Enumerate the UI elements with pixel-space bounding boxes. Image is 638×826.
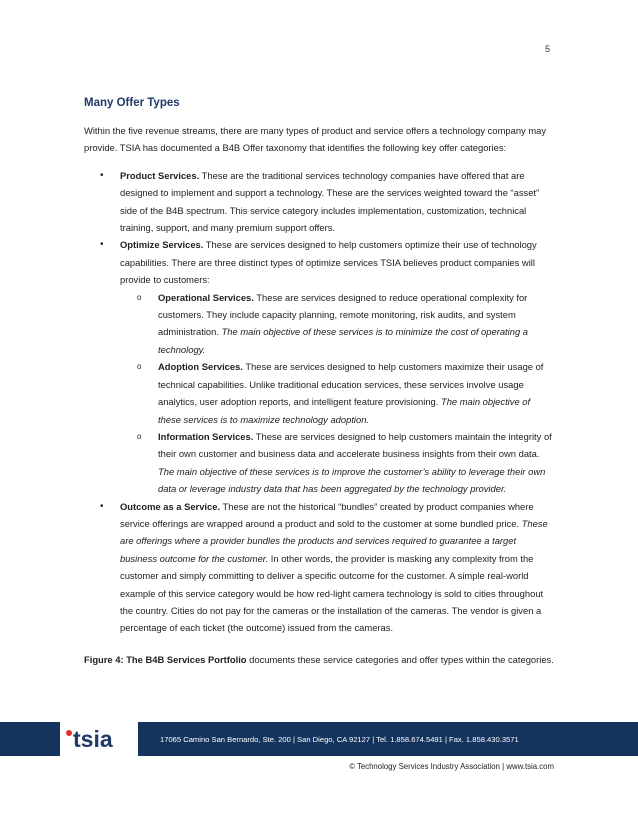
tsia-logo-wordmark: tsia — [73, 726, 113, 752]
section-heading: Many Offer Types — [84, 97, 180, 109]
sub-item-adoption-services — [120, 358, 554, 428]
item-text: These are not the historical “bundles” created by product companies where service offerings are wrapped around a product and sold to the customer at some bundled price. — [120, 500, 534, 529]
sub-item-objective: The main objective of these services is to improve the customer’s ability to leverage their own data or leverage industry data that has been aggregated by the technology provider. — [158, 465, 546, 495]
item-title: Outcome as a Service. — [120, 500, 221, 512]
list-item-optimize-services — [84, 236, 554, 497]
item-emphasis: These are offerings where a provider bundles the products and services required to guarantee a target business outcome for the customer. — [120, 517, 548, 564]
list-item-outcome-as-a-service — [84, 498, 554, 637]
sub-bullet-icon: o — [137, 362, 142, 372]
sub-item-text: These are services designed to help customers maintain the integrity of their own customer and business data and accelerate business insights from their own data. — [158, 430, 552, 460]
sub-item-objective: The main objective of these services is to minimize the cost of operating a technology. — [158, 326, 528, 355]
item-text: These are services designed to help customers optimize their use of technology capabilities. There are three distinct types of optimize services TSIA believes product companies will provide to customers: — [120, 239, 537, 286]
page-number: 5 — [544, 44, 550, 54]
intro-paragraph: Within the five revenue streams, there are many types of product and service offers a technology company may provide. TSIA has documented a B4B Offer taxonomy that identifies the following key offer categories: — [84, 125, 547, 154]
tsia-logo-icon — [64, 726, 134, 752]
bullet-icon: • — [100, 500, 104, 512]
footer-address: 17065 Camino San Bernardo, Ste. 200 | San Diego, CA 92127 | Tel. 1.858.674.5491 | Fax. 1.858.430.3571 — [160, 734, 519, 744]
list-item-product-services — [84, 167, 554, 237]
sub-item-text: These are services designed to reduce operational complexity for customers. They include capacity planning, remote monitoring, risk audits, and system administration. — [158, 291, 528, 338]
closing-paragraph — [84, 651, 554, 668]
item-text-continued: In other words, the provider is masking any complexity from the customer and simply committing to deliver a specific outcome for the customer. A simple real-world example of this service category would be how red-light camera technology is sold to cities throughout the country. Cities do not pay for the cameras or the installation of the cameras. The vendor is given a percentage of each ticket (the outcome) issued from the cameras. — [120, 552, 544, 634]
sub-item-title: Information Services. — [158, 430, 254, 442]
tsia-logo — [60, 722, 138, 756]
bullet-icon: • — [100, 169, 104, 181]
sub-item-operational-services — [120, 289, 554, 359]
sub-item-text: These are services designed to help customers maximize their usage of technical capabilities. Unlike traditional education services, these services involve usage analytics, user adoption reports, and intelligent feature provisioning. — [158, 361, 544, 408]
sub-item-title: Adoption Services. — [158, 361, 243, 373]
closing-text: documents these service categories and offer types within the categories. — [246, 653, 554, 665]
optimize-sub-list — [120, 289, 554, 498]
document-body — [84, 96, 554, 668]
sub-item-objective: The main objective of these services is to maximize technology adoption. — [158, 396, 531, 425]
item-title: Optimize Services. — [120, 239, 204, 251]
bullet-icon: • — [100, 239, 104, 251]
item-text: These are the traditional services technology companies have offered that are designed to implement and support a technology. These are the services weighted toward the “asset” side of the B4B spectrum. This service category includes implementation, customization, technical training, support, and many premium support offers. — [120, 169, 540, 234]
item-title: Product Services. — [120, 169, 200, 181]
sub-item-information-services — [120, 428, 554, 498]
sub-item-title: Operational Services. — [158, 291, 254, 303]
sub-bullet-icon: o — [137, 431, 142, 441]
offer-list — [84, 167, 554, 637]
figure-reference: Figure 4: The B4B Services Portfolio — [84, 653, 247, 665]
copyright-notice: © Technology Services Industry Association | www.tsia.com — [349, 762, 554, 771]
sub-bullet-icon: o — [137, 292, 142, 302]
